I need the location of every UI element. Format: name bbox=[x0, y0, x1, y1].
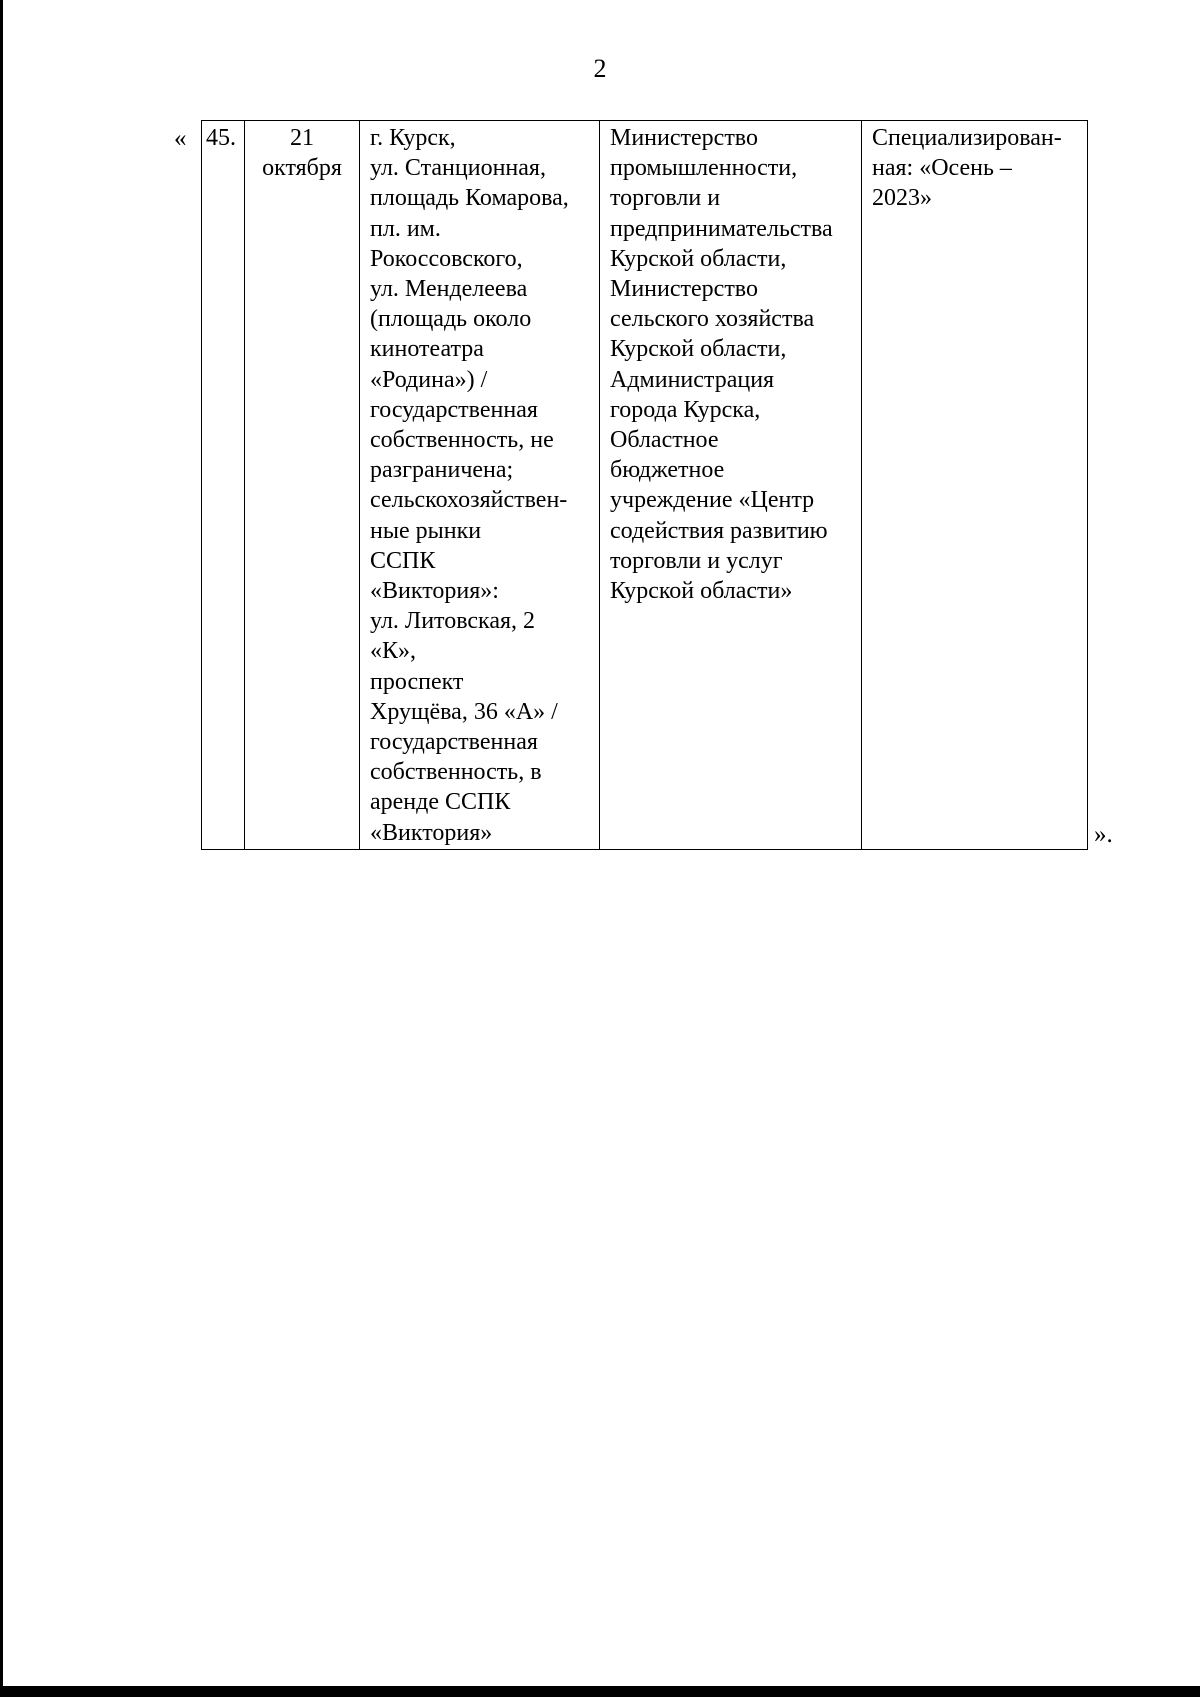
page-number: 2 bbox=[593, 54, 607, 83]
organizer-line: города Курска, bbox=[610, 396, 761, 423]
row-number: 45. bbox=[206, 125, 236, 151]
organizer-line: сельского хозяйства bbox=[610, 306, 815, 333]
opening-quote: « bbox=[174, 125, 187, 152]
location-line: аренде ССПК bbox=[370, 789, 511, 816]
closing-quote: ». bbox=[1094, 821, 1113, 848]
organizer-line: предпринимательства bbox=[610, 215, 833, 242]
location-line: пл. им. bbox=[370, 215, 441, 242]
organizer-line: учреждение «Центр bbox=[610, 487, 815, 514]
location-line: «К», bbox=[370, 638, 417, 665]
location-line: г. Курск, bbox=[370, 125, 456, 151]
location-line: «Виктория»: bbox=[370, 578, 499, 605]
organizer-line: Областное bbox=[610, 427, 719, 454]
location-line: Хрущёва, 36 «А» / bbox=[370, 698, 558, 725]
location-line: сельскохозяйствен- bbox=[370, 487, 568, 514]
table-row bbox=[202, 121, 1088, 850]
organizer-line: промышленности, bbox=[610, 155, 798, 182]
location-line: собственность, в bbox=[370, 759, 542, 786]
location-line: «Виктория» bbox=[370, 819, 493, 846]
location-line: площадь Комарова, bbox=[370, 185, 569, 212]
organizer-line: Министерство bbox=[610, 276, 758, 303]
organizer-line: торговли и услуг bbox=[610, 547, 783, 574]
fair-type-line: ная: «Осень – bbox=[872, 155, 1012, 182]
scan-left-edge bbox=[0, 0, 3, 1697]
location-line: проспект bbox=[370, 668, 464, 695]
date-line: 21 bbox=[290, 125, 314, 151]
organizer-cell bbox=[600, 121, 862, 850]
location-line: собственность, не bbox=[370, 427, 554, 454]
date-cell bbox=[245, 121, 360, 850]
location-line: «Родина») / bbox=[370, 366, 488, 393]
location-line: Рокоссовского, bbox=[370, 245, 523, 272]
fair-type-line: 2023» bbox=[872, 185, 932, 212]
location-line: ССПК bbox=[370, 547, 436, 574]
organizer-line: содействия развитию bbox=[610, 517, 828, 544]
fair-type-line: Специализирован- bbox=[872, 125, 1062, 151]
scan-bottom-edge bbox=[0, 1686, 1200, 1697]
organizer-line: Администрация bbox=[610, 366, 775, 393]
fair-schedule-table bbox=[201, 120, 1088, 850]
location-line: ул. Менделеева bbox=[370, 276, 528, 303]
organizer-line: Курской области, bbox=[610, 336, 787, 363]
location-line: кинотеатра bbox=[370, 336, 484, 363]
location-line: ные рынки bbox=[370, 517, 482, 544]
organizer-line: Курской области, bbox=[610, 245, 787, 272]
organizer-line: Курской области» bbox=[610, 578, 793, 605]
location-line: государственная bbox=[370, 396, 538, 423]
row-number-cell bbox=[202, 121, 245, 850]
location-line: государственная bbox=[370, 729, 538, 756]
date-line: октября bbox=[262, 155, 342, 182]
location-cell bbox=[360, 121, 600, 850]
location-line: ул. Станционная, bbox=[370, 155, 546, 182]
location-line: разграничена; bbox=[370, 457, 514, 484]
organizer-line: торговли и bbox=[610, 185, 721, 212]
organizer-line: Министерство bbox=[610, 125, 758, 151]
location-line: (площадь около bbox=[370, 306, 532, 333]
organizer-line: бюджетное bbox=[610, 457, 725, 484]
location-line: ул. Литовская, 2 bbox=[370, 608, 536, 635]
fair-type-cell bbox=[862, 121, 1088, 850]
